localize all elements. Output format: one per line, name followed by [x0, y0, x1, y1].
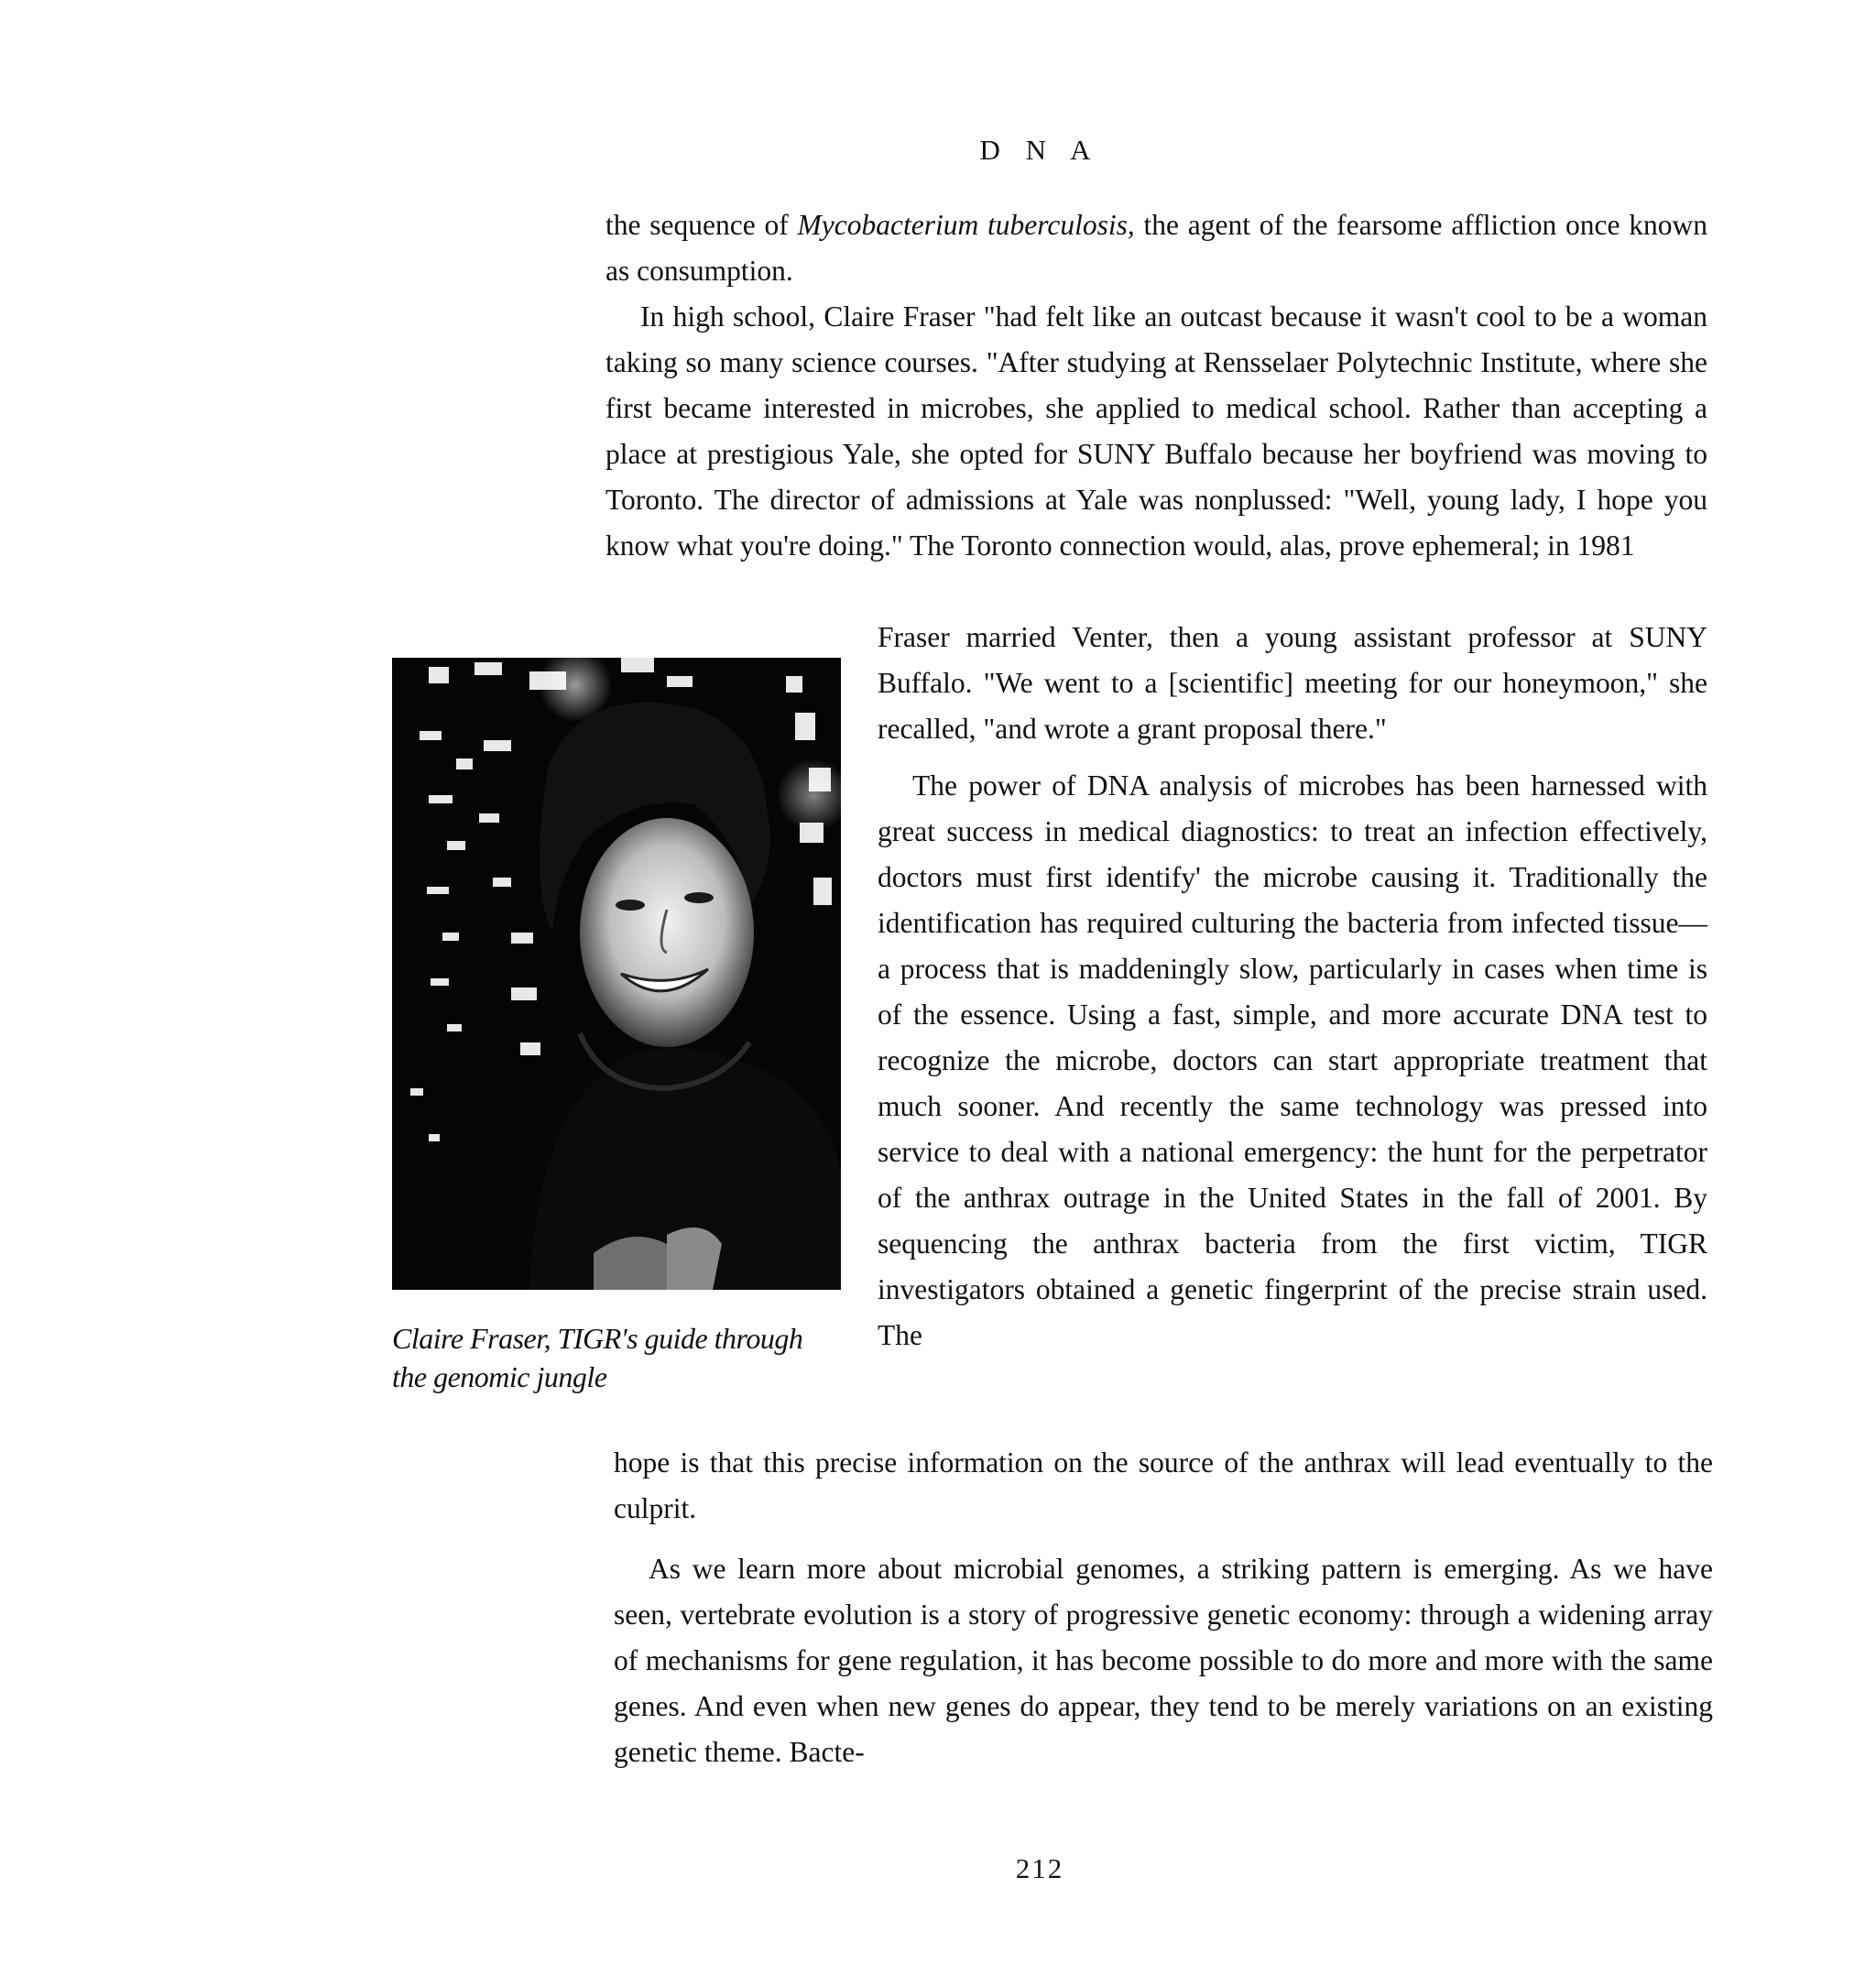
- portrait-photo: [392, 658, 841, 1290]
- page-number: 212: [1015, 1852, 1064, 1884]
- species-name: Mycobacterium tuberculosis,: [797, 209, 1135, 241]
- text-column-beside-photo: [878, 615, 1707, 1359]
- caption-line-2: the genomic jungle: [392, 1360, 607, 1393]
- text-column-top: [605, 202, 1707, 569]
- text-column-bottom: [614, 1546, 1713, 1775]
- paragraph-2-continued: Fraser married Venter, then a young assistant professor at SUNY Buffalo. "We went to a [scientific] meeting for our honeymoon," she recalled, "and wrote a grant proposal there.": [878, 621, 1707, 745]
- paragraph-4: As we learn more about microbial genomes, a striking pattern is emerging. As we have seen, vertebrate evolution is a story of progressive genetic economy: through a widening array of mechanisms for gene regulation, it has become possible to do more and more with the same genes. And even when new genes do appear, they tend to be merely variations on an existing genetic theme. Bacte-: [614, 1553, 1713, 1768]
- text-column-below-photo: [614, 1440, 1713, 1532]
- paragraph-3-continued: hope is that this precise information on the source of the anthrax will lead eventually to the culprit.: [614, 1446, 1713, 1524]
- running-head: D N A: [979, 134, 1100, 166]
- paragraph-3: The power of DNA analysis of microbes has been harnessed with great success in medical diagnostics: to treat an infection effectively, doctors must first identify' the microbe causing it. Traditionally the identification has required culturing the bacteria from infected tissue—a process that is maddeningly slow, particularly in cases when time is of the essence. Using a fast, simple, and more accurate DNA test to recognize the microbe, doctors can start appropriate treatment that much sooner. And recently the same technology was pressed into service to deal with a national emergency: the hunt for the perpetrator of the anthrax outrage in the United States in the fall of 2001. By sequencing the anthrax bacteria from the first victim, TIGR investigators obtained a genetic fingerprint of the precise strain used. The: [878, 769, 1707, 1351]
- caption-line-1: Claire Fraser, TIGR's guide through: [392, 1322, 803, 1355]
- portrait-illustration: [392, 658, 841, 1290]
- paragraph-1: the sequence of Mycobacterium tuberculosis, the agent of the fearsome affliction once known as consumption.: [605, 209, 1708, 287]
- paragraph-2: In high school, Claire Fraser "had felt like an outcast because it wasn't cool to be a woman taking so many science courses. "After studying at Rensselaer Polytechnic Institute, where she first became interested in microbes, she applied to medical school. Rather than accepting a place at prestigious Yale, she opted for SUNY Buffalo because her boyfriend was moving to Toronto. The director of admissions at Yale was nonplussed: "Well, young lady, I hope you know what you're doing." The Toronto connection would, alas, prove ephemeral; in 1981: [605, 300, 1707, 562]
- photo-caption: [392, 1319, 850, 1396]
